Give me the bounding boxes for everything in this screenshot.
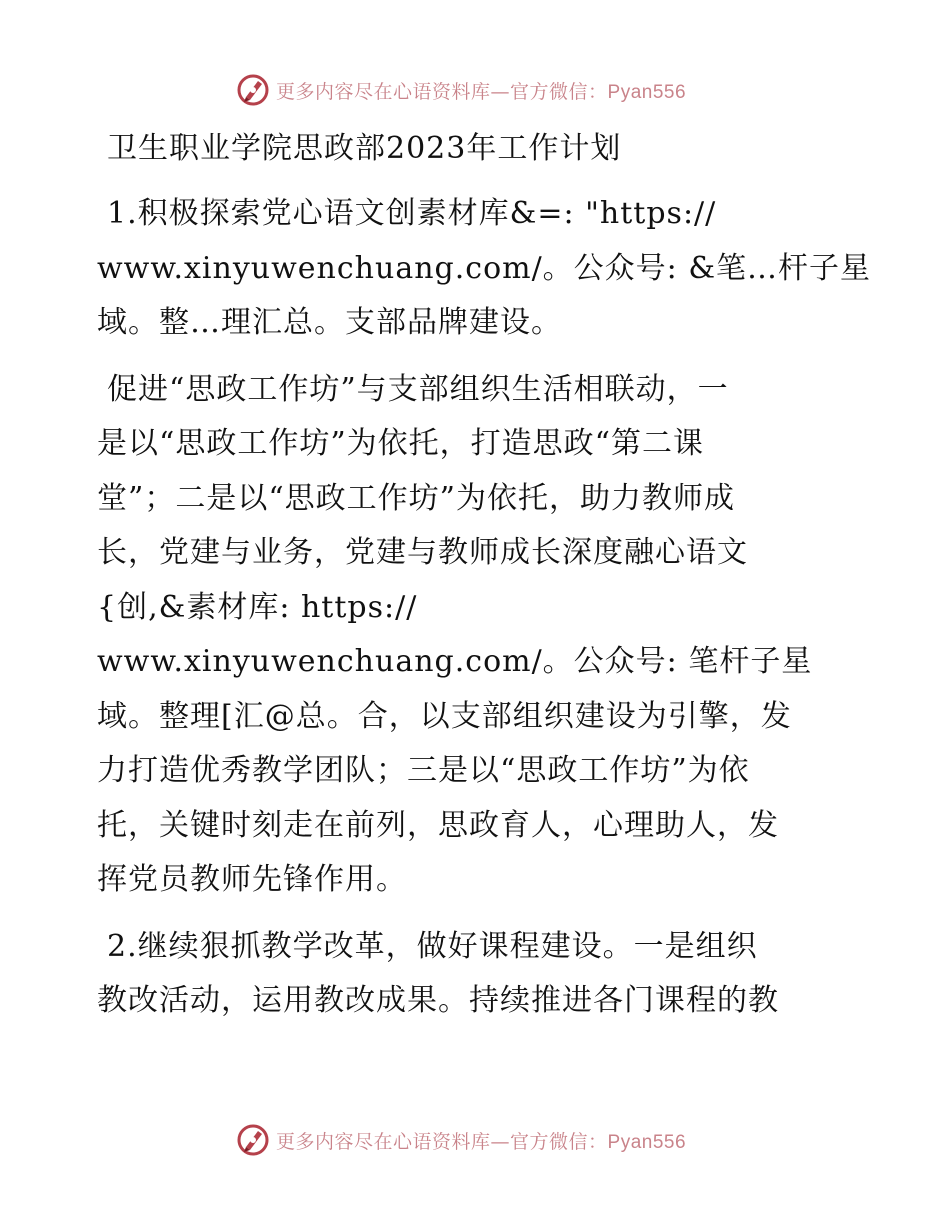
paragraph-line: 促进“思政工作坊”与支部组织生活相联动，一 xyxy=(107,371,729,407)
paragraph-line: 域。整理[汇@总。合，以支部组织建设为引擎，发 xyxy=(97,698,792,734)
watermark-header xyxy=(236,72,716,108)
paragraph-line: 2.继续狠抓教学改革，做好课程建设。一是组织 xyxy=(107,928,758,964)
paragraph-line: 域。整…理汇总。支部品牌建设。 xyxy=(97,305,562,340)
paragraph-3 xyxy=(97,920,857,1029)
paragraph-line: {创,&素材库: https:// xyxy=(97,589,418,625)
watermark-footer xyxy=(236,1122,716,1158)
pen-circle-logo-icon xyxy=(236,1123,270,1157)
paragraph-line: 力打造优秀教学团队；三是以“思政工作坊”为依 xyxy=(97,753,750,788)
paragraph-line: 长，党建与业务，党建与教师成长深度融心语文 xyxy=(97,535,748,570)
paragraph-1 xyxy=(97,187,872,351)
document-title: 卫生职业学院思政部2023年工作计划 xyxy=(107,131,622,166)
watermark-text: 更多内容尽在心语资料库—官方微信：Pyan556 xyxy=(276,1130,687,1153)
paragraph-line: 托，关键时刻走在前列，思政育人，心理助人，发 xyxy=(97,807,779,843)
paragraph-line: 堂”；二是以“思政工作坊”为依托，助力教师成 xyxy=(97,480,736,516)
pen-circle-logo-icon xyxy=(236,73,270,107)
paragraph-line: 1.积极探索党心语文创素材库&=: "https:// xyxy=(107,196,717,231)
watermark-text: 更多内容尽在心语资料库—官方微信：Pyan556 xyxy=(276,80,687,103)
paragraph-line: 教改活动，运用教改成果。持续推进各门课程的教 xyxy=(97,983,779,1018)
document-body xyxy=(97,125,872,1041)
paragraph-line: 是以“思政工作坊”为依托，打造思政“第二课 xyxy=(97,426,705,461)
paragraph-line: www.xinyuwenchuang.com/。公众号: &笔…杆子星 xyxy=(97,250,872,286)
paragraph-2 xyxy=(97,363,857,908)
paragraph-line: www.xinyuwenchuang.com/。公众号: 笔杆子星 xyxy=(97,644,813,679)
paragraph-line: 挥党员教师先锋作用。 xyxy=(97,862,407,897)
